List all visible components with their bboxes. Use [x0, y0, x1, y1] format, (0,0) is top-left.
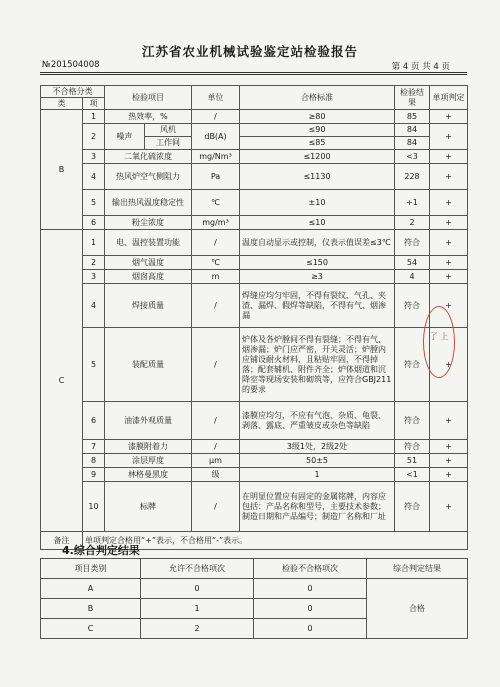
header-rule-2	[40, 74, 467, 75]
summary-table	[40, 558, 468, 639]
header-unit: 单位	[192, 86, 240, 110]
report-title: 江苏省农业机械试验鉴定站检验报告	[141, 44, 358, 59]
table-row: 4 热风炉空气侧阻力 Pa ≤1130 228 +	[41, 164, 468, 190]
section-heading: 4.综合判定结果	[62, 544, 140, 557]
table-row: C 2 0	[41, 619, 468, 639]
table-row: 5 输出热风温度稳定性 ℃ ±10 +1 +	[41, 190, 468, 216]
header-result: 检验结果	[395, 86, 430, 110]
class-c-label: C	[41, 230, 83, 532]
table-row: 7 漆膜附着力 / 3级1处，2级2处 符合 +	[41, 440, 468, 454]
table-row: 6 粉尘浓度 mg/m³ ≤10 2 +	[41, 216, 468, 230]
table-row: B 1 0	[41, 599, 468, 619]
document-number: №201504008	[42, 60, 100, 70]
table-row: 9 林格曼黑度 级 1 <1 +	[41, 468, 468, 482]
header-judge: 单项判定	[430, 86, 468, 110]
table-row: 2 噪声 风机 dB(A) ≤90 84 +	[41, 124, 468, 137]
remark-label: 备注	[41, 532, 83, 550]
table-row: 10 标牌 / 在明显位置应有固定的金属铭牌，内容应包括：产品名称和型号，主要技术参数；制造日期和产品编号；制造厂名称和厂址 符合 +	[41, 482, 468, 532]
table-row: 8 涂层厚度 μm 50±5 51 +	[41, 454, 468, 468]
table-row: 工作间 ≤85 84	[41, 137, 468, 150]
table-row: 6 油漆外观质量 / 漆膜应均匀，不应有气泡、杂质、龟裂、剥落、露底、严重皱皮或杂色等缺陷 符合 +	[41, 402, 468, 440]
red-stamp: 了 上	[423, 306, 455, 378]
table-row: 2 烟气温度 ℃ ≤150 54 +	[41, 256, 468, 270]
header-nonconform: 不合格分类	[41, 86, 105, 98]
table-row: 3 二氧化硫浓度 mg/Nm³ ≤1200 <3 +	[41, 150, 468, 164]
header-item-no: 项	[83, 98, 105, 110]
table-row: 5 装配质量 / 炉体及各炉膛间不得有裂缝；不得有气、烟渗漏；炉门应严密，开关灵活；炉膛内应铺设耐火材料，且粘贴牢固，不得掉落；配套辅机、附件齐全；炉体烟道和沉降室等现场安装和砌筑等，应符合GBJ211的要求 符合 +	[41, 328, 468, 402]
header-category: 类	[41, 98, 83, 110]
table-row: 3 烟囱高度 m ≥3 4 +	[41, 270, 468, 284]
table-row: C 1 电、温控装置功能 / 温度自动显示或控制，仪表示值误差≤3℃ 符合 +	[41, 230, 468, 256]
inspection-table	[40, 85, 468, 550]
table-row: B 1 热效率，% / ≥80 85 +	[41, 110, 468, 124]
header-rule	[40, 72, 467, 73]
overall-result: 合格	[367, 579, 468, 639]
header-standard: 合格标准	[240, 86, 395, 110]
class-b-label: B	[41, 110, 83, 230]
table-row: 4 焊接质量 / 焊缝应均匀牢固，不得有裂纹、气孔、夹渣、漏焊、假焊等缺陷，不得有气、烟渗漏 符合 +	[41, 284, 468, 328]
table-row: A 0 0 合格	[41, 579, 468, 599]
page-indicator: 第 4 页 共 4 页	[391, 62, 450, 72]
header-inspection-item: 检验项目	[105, 86, 192, 110]
summary-header-row: 项目类别 允许不合格项次 检验不合格项次 综合判定结果	[41, 559, 468, 579]
remark-text: 单项判定合格用“+”表示，不合格用“-”表示。	[83, 532, 468, 550]
